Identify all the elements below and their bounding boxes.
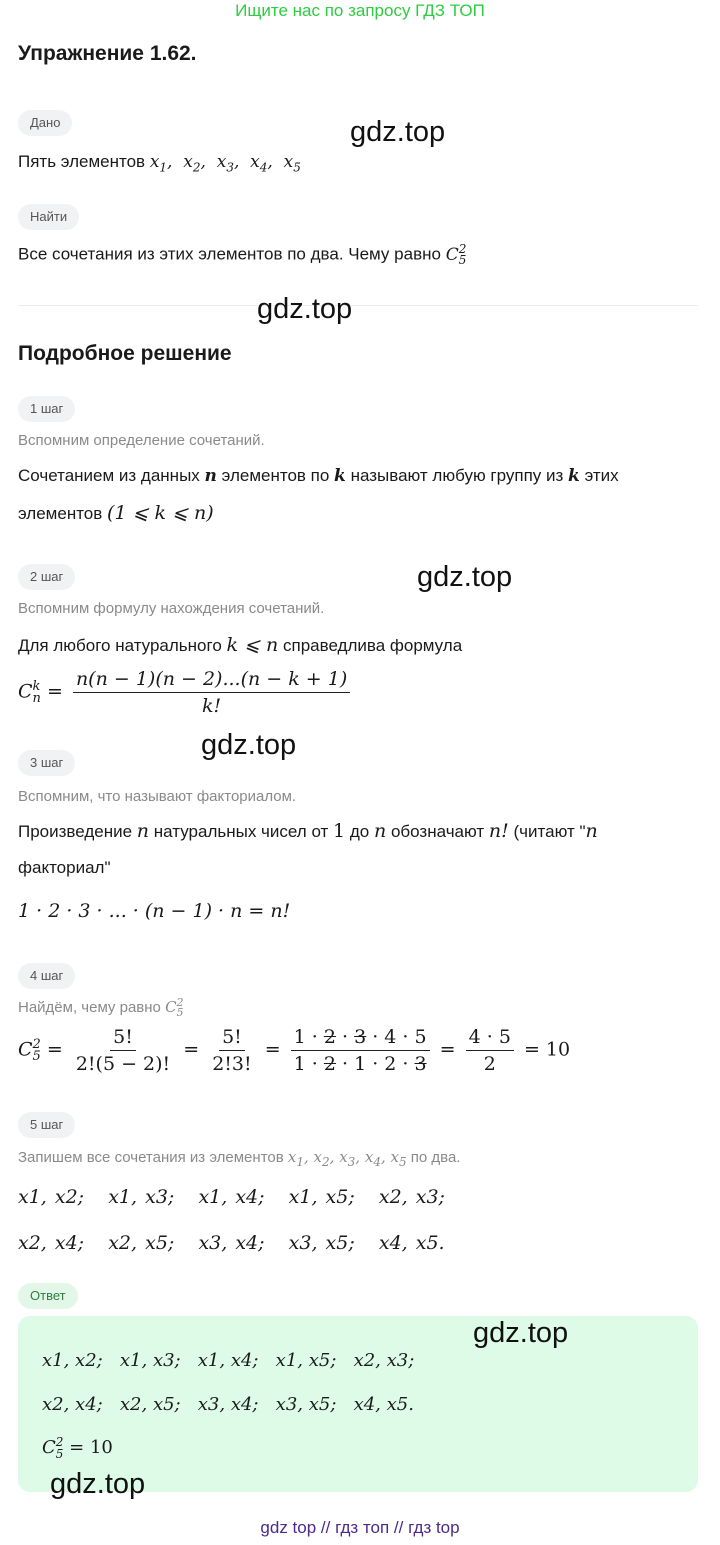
factorial-formula: 1 · 2 · 3 · ... · (n − 1) · n = n! — [18, 900, 291, 922]
given-label: Пять элементов — [18, 152, 146, 171]
top-banner: Ищите нас по запросу ГДЗ ТОП — [235, 1, 485, 20]
step4-chip: 4 шаг — [18, 963, 75, 989]
step5-row1: x1, x2; x1, x3; x1, x4; x1, x5; x2, x3; — [18, 1186, 445, 1208]
answer-row2: x2, x4; x2, x5; x3, x4; x3, x5; x4, x5. — [42, 1394, 414, 1415]
watermark: gdz.top — [50, 1468, 146, 1500]
find-text: Все сочетания из этих элементов по два. Чему равно C 2 5 — [18, 242, 467, 267]
answer-chip: Ответ — [18, 1283, 78, 1309]
find-chip: Найти — [18, 204, 79, 230]
watermark: gdz.top — [473, 1317, 569, 1349]
answer-final: C 2 5 = 10 — [42, 1435, 113, 1461]
step2-chip: 2 шаг — [18, 564, 75, 590]
footer-links: gdz top // гдз топ // гдз top — [260, 1518, 460, 1537]
step2-line: Для любого натурального k ⩽ n справедлива формула — [18, 634, 463, 656]
step3-line2: факториал" — [18, 858, 111, 877]
step5-chip: 5 шаг — [18, 1112, 75, 1138]
combination-formula: C k n = $\frac{n(n - 1)(n - 2)...(n - k + 1)}{k!}$ — [18, 668, 354, 717]
watermark: gdz.top — [417, 561, 513, 593]
given-chip: Дано — [18, 110, 72, 136]
step3-hint: Вспомним, что называют факториалом. — [18, 788, 297, 805]
given-elements: $x_1$, $x_2$, $x_3$, $x_4$, $x_5$ — [149, 152, 301, 175]
step5-hint: Запишем все сочетания из элементов $x_1$, $x_2$, $x_3$, $x_4$, $x_5$ по два. — [18, 1148, 461, 1169]
step3-line1: Произведение n натуральных чисел от 1 до n обозначают n! (читают "n — [18, 820, 598, 842]
watermark: gdz.top — [201, 729, 297, 761]
step4-hint: Найдём, чему равно C 2 5 — [18, 996, 184, 1019]
solution-title: Подробное решение — [18, 342, 232, 365]
step4-calculation: C 2 5 = $\frac{5!}{2!(5 - 2)!}$ = $\frac{5!}{2!3!}$ = $\frac{1 \cdot 2 \cdot 3 \cdot 4 \cdot 5}{1 \cdot 2 \cdot 1 \cdot 2 \cdot 3}$ = $\frac{4 \cdot 5}{2}$ = 10 — [18, 1026, 571, 1075]
watermark: gdz.top — [350, 116, 446, 148]
exercise-title: Упражнение 1.62. — [18, 42, 197, 65]
step1-hint: Вспомним определение сочетаний. — [18, 432, 265, 449]
section-divider — [18, 305, 698, 306]
step1-line2: элементов (1 ⩽ k ⩽ n) — [18, 502, 214, 524]
step1-line1: Сочетанием из данных n элементов по k называют любую группу из k этих — [18, 466, 619, 486]
step1-chip: 1 шаг — [18, 396, 75, 422]
step5-row2: x2, x4; x2, x5; x3, x4; x3, x5; x4, x5. — [18, 1232, 445, 1254]
answer-row1: x1, x2; x1, x3; x1, x4; x1, x5; x2, x3; — [42, 1350, 415, 1371]
step2-hint: Вспомним формулу нахождения сочетаний. — [18, 600, 325, 617]
given-text — [18, 152, 301, 174]
step3-chip: 3 шаг — [18, 750, 75, 776]
watermark: gdz.top — [257, 293, 353, 325]
find-formula: C 2 5 — [445, 242, 467, 267]
